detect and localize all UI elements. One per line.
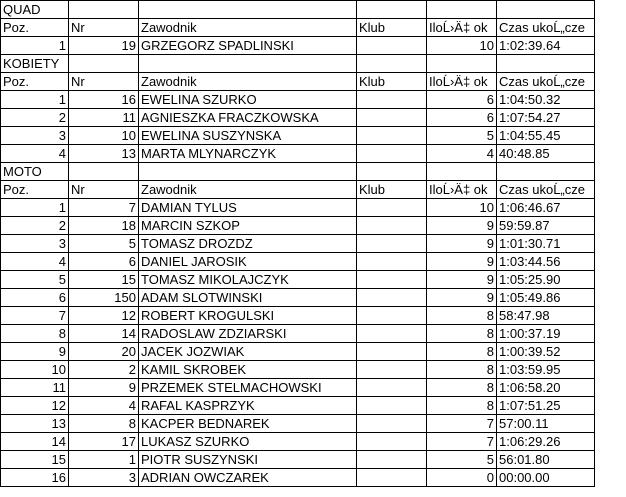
column-header-row [1,73,595,91]
position-cell: 16 [1,469,69,487]
laps-cell: 5 [427,127,497,145]
finish-time-cell: 1:01:30.71 [497,235,595,253]
finish-time-cell: 1:02:39.64 [497,37,595,55]
finish-time-cell: 59:59.87 [497,217,595,235]
position-cell: 1 [1,37,69,55]
position-cell: 8 [1,325,69,343]
position-cell: 9 [1,343,69,361]
laps-cell: 10 [427,199,497,217]
table-row [1,271,595,289]
column-header-time: Czas ukoĹ„cze [497,19,595,37]
rider-name-cell: LUKASZ SZURKO [139,433,357,451]
table-row [1,397,595,415]
laps-cell: 7 [427,433,497,451]
number-cell: 12 [69,307,139,325]
column-header-laps: IloĹ›Ä‡ ok [427,181,497,199]
table-row [1,217,595,235]
number-cell: 13 [69,145,139,163]
position-cell: 5 [1,271,69,289]
finish-time-cell: 1:00:37.19 [497,325,595,343]
finish-time-cell: 1:05:49.86 [497,289,595,307]
laps-cell: 7 [427,415,497,433]
table-row [1,109,595,127]
rider-name-cell: TOMASZ MIKOLAJCZYK [139,271,357,289]
finish-time-cell: 1:06:46.67 [497,199,595,217]
column-header-time: Czas ukoĹ„cze [497,181,595,199]
rider-name-cell: EWELINA SZURKO [139,91,357,109]
table-row [1,253,595,271]
column-header-nr: Nr [69,181,139,199]
club-cell [357,289,427,307]
column-header-time: Czas ukoĹ„cze [497,73,595,91]
rider-name-cell: ADRIAN OWCZAREK [139,469,357,487]
laps-cell: 9 [427,217,497,235]
laps-cell: 6 [427,109,497,127]
position-cell: 3 [1,127,69,145]
column-header-laps: IloĹ›Ä‡ ok [427,19,497,37]
position-cell: 1 [1,199,69,217]
club-cell [357,37,427,55]
position-cell: 11 [1,379,69,397]
laps-cell: 8 [427,361,497,379]
column-header-name: Zawodnik [139,73,357,91]
section-title: MOTO [1,163,69,181]
finish-time-cell: 56:01.80 [497,451,595,469]
position-cell: 10 [1,361,69,379]
number-cell: 15 [69,271,139,289]
rider-name-cell: ROBERT KROGULSKI [139,307,357,325]
empty-cell [69,1,139,19]
number-cell: 20 [69,343,139,361]
rider-name-cell: ADAM SLOTWINSKI [139,289,357,307]
empty-cell [139,163,357,181]
rider-name-cell: EWELINA SUSZYNSKA [139,127,357,145]
column-header-nr: Nr [69,73,139,91]
column-header-row [1,181,595,199]
laps-cell: 8 [427,307,497,325]
empty-cell [357,55,427,73]
finish-time-cell: 40:48.85 [497,145,595,163]
rider-name-cell: KAMIL SKROBEK [139,361,357,379]
empty-cell [357,163,427,181]
position-cell: 14 [1,433,69,451]
rider-name-cell: DAMIAN TYLUS [139,199,357,217]
laps-cell: 9 [427,235,497,253]
table-row [1,415,595,433]
number-cell: 3 [69,469,139,487]
club-cell [357,469,427,487]
position-cell: 4 [1,253,69,271]
laps-cell: 0 [427,469,497,487]
laps-cell: 4 [427,145,497,163]
finish-time-cell: 1:00:39.52 [497,343,595,361]
section-title: KOBIETY [1,55,69,73]
finish-time-cell: 00:00.00 [497,469,595,487]
table-row [1,37,595,55]
club-cell [357,271,427,289]
laps-cell: 8 [427,343,497,361]
number-cell: 8 [69,415,139,433]
section-title-row [1,1,595,19]
finish-time-cell: 1:04:50.32 [497,91,595,109]
laps-cell: 5 [427,451,497,469]
finish-time-cell: 1:03:59.95 [497,361,595,379]
finish-time-cell: 1:06:29.26 [497,433,595,451]
club-cell [357,199,427,217]
club-cell [357,145,427,163]
table-row [1,127,595,145]
column-header-poz: Poz. [1,19,69,37]
rider-name-cell: PIOTR SUSZYNSKI [139,451,357,469]
column-header-row [1,19,595,37]
table-row [1,379,595,397]
position-cell: 1 [1,91,69,109]
club-cell [357,451,427,469]
rider-name-cell: JACEK JOZWIAK [139,343,357,361]
section-title: QUAD [1,1,69,19]
club-cell [357,415,427,433]
position-cell: 2 [1,217,69,235]
number-cell: 2 [69,361,139,379]
position-cell: 6 [1,289,69,307]
finish-time-cell: 1:05:25.90 [497,271,595,289]
table-row [1,325,595,343]
empty-cell [497,163,595,181]
table-row [1,433,595,451]
column-header-name: Zawodnik [139,181,357,199]
rider-name-cell: KACPER BEDNAREK [139,415,357,433]
number-cell: 19 [69,37,139,55]
results-sheet-body [1,1,595,487]
column-header-klub: Klub [357,181,427,199]
empty-cell [427,163,497,181]
club-cell [357,343,427,361]
finish-time-cell: 1:04:55.45 [497,127,595,145]
column-header-poz: Poz. [1,181,69,199]
laps-cell: 9 [427,253,497,271]
position-cell: 2 [1,109,69,127]
club-cell [357,307,427,325]
rider-name-cell: PRZEMEK STELMACHOWSKI [139,379,357,397]
number-cell: 10 [69,127,139,145]
table-row [1,307,595,325]
empty-cell [139,1,357,19]
empty-cell [427,1,497,19]
empty-cell [497,55,595,73]
empty-cell [69,163,139,181]
table-row [1,289,595,307]
table-row [1,343,595,361]
finish-time-cell: 1:06:58.20 [497,379,595,397]
empty-cell [497,1,595,19]
club-cell [357,253,427,271]
number-cell: 11 [69,109,139,127]
rider-name-cell: RAFAL KASPRZYK [139,397,357,415]
table-row [1,199,595,217]
finish-time-cell: 57:00.11 [497,415,595,433]
rider-name-cell: RADOSLAW ZDZIARSKI [139,325,357,343]
empty-cell [357,1,427,19]
finish-time-cell: 1:07:54.27 [497,109,595,127]
club-cell [357,361,427,379]
column-header-klub: Klub [357,19,427,37]
number-cell: 5 [69,235,139,253]
column-header-klub: Klub [357,73,427,91]
club-cell [357,109,427,127]
laps-cell: 8 [427,325,497,343]
rider-name-cell: AGNIESZKA FRACZKOWSKA [139,109,357,127]
rider-name-cell: MARTA MLYNARCZYK [139,145,357,163]
rider-name-cell: DANIEL JAROSIK [139,253,357,271]
club-cell [357,235,427,253]
column-header-nr: Nr [69,19,139,37]
table-row [1,469,595,487]
club-cell [357,397,427,415]
number-cell: 150 [69,289,139,307]
rider-name-cell: GRZEGORZ SPADLINSKI [139,37,357,55]
club-cell [357,379,427,397]
position-cell: 15 [1,451,69,469]
column-header-laps: IloĹ›Ä‡ ok [427,73,497,91]
club-cell [357,325,427,343]
number-cell: 14 [69,325,139,343]
laps-cell: 8 [427,379,497,397]
position-cell: 4 [1,145,69,163]
rider-name-cell: MARCIN SZKOP [139,217,357,235]
column-header-name: Zawodnik [139,19,357,37]
table-row [1,91,595,109]
laps-cell: 9 [427,289,497,307]
position-cell: 13 [1,415,69,433]
laps-cell: 9 [427,271,497,289]
column-header-poz: Poz. [1,73,69,91]
rider-name-cell: TOMASZ DROZDZ [139,235,357,253]
empty-cell [69,55,139,73]
number-cell: 18 [69,217,139,235]
number-cell: 9 [69,379,139,397]
laps-cell: 10 [427,37,497,55]
table-row [1,361,595,379]
club-cell [357,433,427,451]
position-cell: 12 [1,397,69,415]
number-cell: 17 [69,433,139,451]
club-cell [357,217,427,235]
number-cell: 7 [69,199,139,217]
finish-time-cell: 58:47.98 [497,307,595,325]
empty-cell [427,55,497,73]
section-title-row [1,163,595,181]
table-row [1,235,595,253]
laps-cell: 8 [427,397,497,415]
club-cell [357,127,427,145]
number-cell: 1 [69,451,139,469]
number-cell: 4 [69,397,139,415]
empty-cell [139,55,357,73]
position-cell: 7 [1,307,69,325]
section-title-row [1,55,595,73]
number-cell: 16 [69,91,139,109]
laps-cell: 6 [427,91,497,109]
number-cell: 6 [69,253,139,271]
position-cell: 3 [1,235,69,253]
club-cell [357,91,427,109]
finish-time-cell: 1:03:44.56 [497,253,595,271]
table-row [1,451,595,469]
finish-time-cell: 1:07:51.25 [497,397,595,415]
table-row [1,145,595,163]
